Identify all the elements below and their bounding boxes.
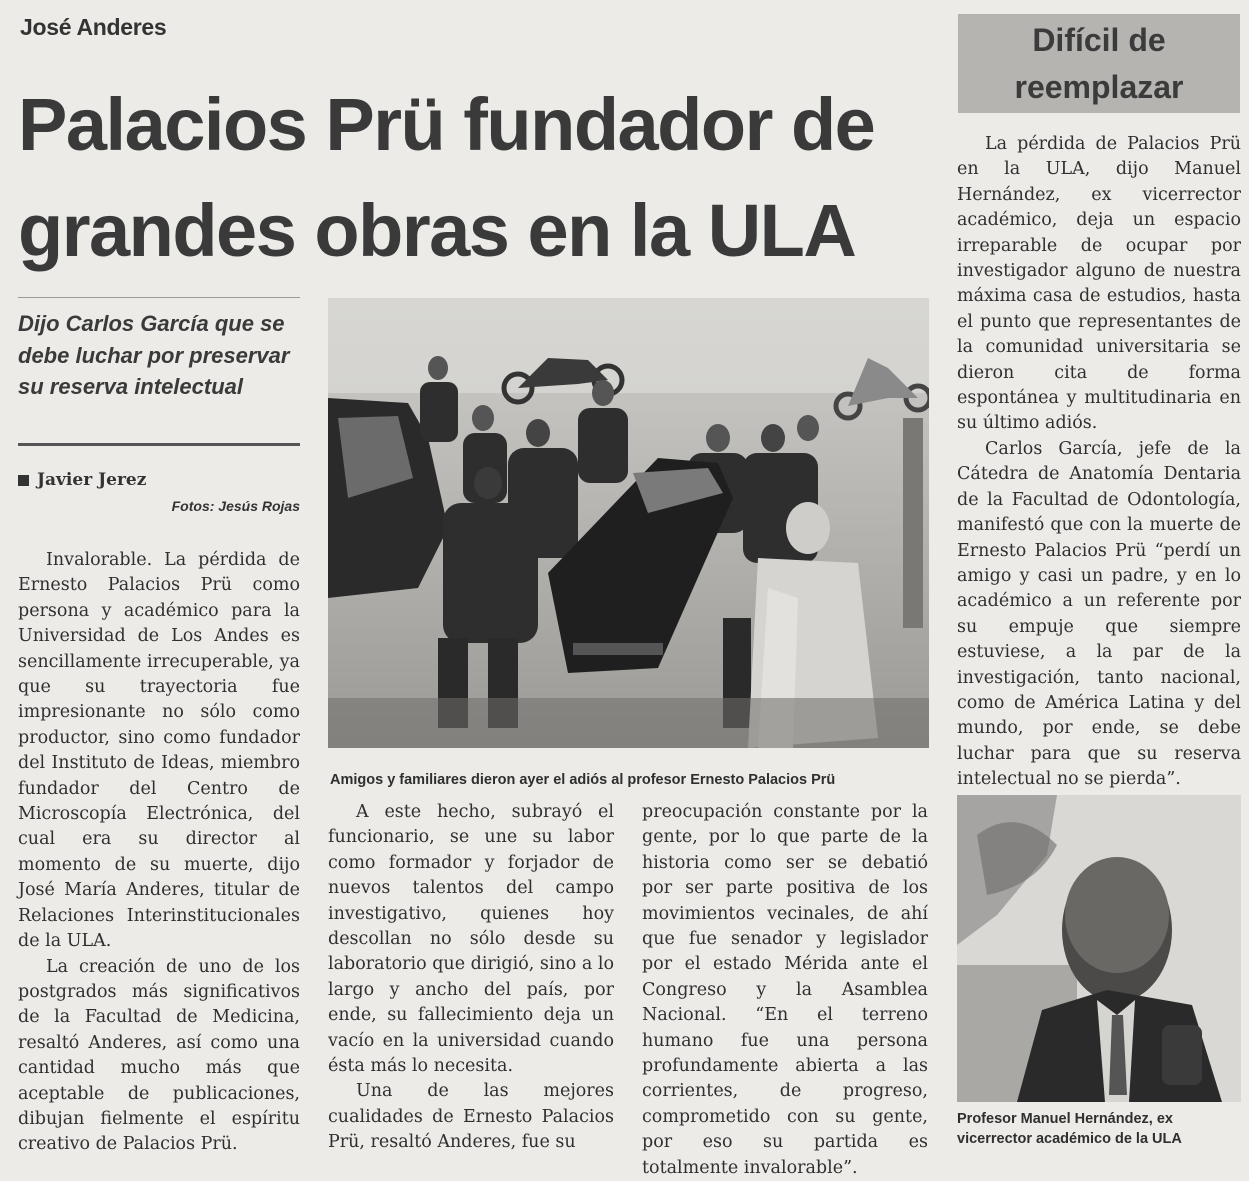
paragraph: preocupación constante por la gente, por lo que parte de la historia como ser se debatió por ser parte positiva de los movimientos vecinales, de ahí que fue senador y legislador por el estado Mérida ante el Congreso y la Asamblea Nacional. “En el terreno humano fue una persona profundamente abierta a las corrientes, de progreso, comprometido con su gente, por eso su partida es totalmente invalorable”. [642, 802, 928, 1178]
paragraph: Invalorable. La pérdida de Ernesto Palacios Prü como persona y académico para la Universidad de Los Andes es sencillamente irrecuperable, ya que su trayectoria fue impresionante no sólo como productor, sino como fundador del Instituto de Ideas, miembro fundador del Centro de Microscopía Electrónica, del cual era su director al momento de su muerte, dijo José María Anderes, titular de Relaciones Interinstitucionales de la ULA. [18, 550, 300, 952]
headline [18, 72, 928, 284]
portrait-image [957, 795, 1241, 1102]
paragraph: La pérdida de Palacios Prü en la ULA, dijo Manuel Hernández, ex vicerrector académico, deja un espacio irreparable de ocupar por investigador alguno de nuestra máxima casa de estudios, hasta el punto que representantes de la comunidad universitaria se dieron cita de forma espontánea y multitudinaria en su último adiós. [957, 134, 1241, 434]
article-column-3 [642, 800, 928, 1181]
sidebar-title-line-1: Difícil de [1032, 21, 1166, 58]
main-photo-caption: Amigos y familiares dieron ayer el adiós al profesor Ernesto Palacios Prü [330, 772, 836, 788]
byline-square-icon [18, 475, 29, 486]
sidebar-title-line-2: reemplazar [1014, 68, 1184, 105]
byline [18, 470, 146, 490]
deck-subheading: Dijo Carlos García que se debe luchar por preservar su reserva intelectual [18, 311, 290, 399]
paragraph: La creación de uno de los postgrados más significativos de la Facultad de Medicina, resaltó Anderes, así como una cantidad mucho más que aceptable de publicaciones, dibujan fielmente el espíritu creativo de Palacios Prü. [18, 956, 300, 1155]
article-column-2 [328, 800, 614, 1156]
paragraph: Carlos García, jefe de la Cátedra de Anatomía Dentaria de la Facultad de Odontología, manifestó que con la muerte de Ernesto Palacios Prü “perdí un amigo y casi un padre, y en lo académico a un referente por su empuje que siempre estuviese, a la par de la investigación, tanto nacional, como de América Latina y del mundo, por ende, se debe luchar para que su reserva intelectual no se pierda”. [957, 438, 1241, 790]
sidebar-title [958, 14, 1240, 113]
main-photo [328, 298, 929, 748]
section-tag: José Anderes [20, 14, 167, 40]
divider-bottom [18, 443, 300, 446]
headline-line-1: Palacios Prü fundador de [18, 83, 875, 166]
funeral-photo-image [328, 298, 929, 748]
sidebar-column [957, 132, 1241, 793]
article-column-1 [18, 548, 300, 1158]
photo-credit: Fotos: Jesús Rojas [171, 498, 300, 514]
portrait-photo [957, 795, 1241, 1102]
byline-author: Javier Jerez [37, 470, 147, 490]
paragraph: Una de las mejores cualidades de Ernesto Palacios Prü, resaltó Anderes, fue su [328, 1081, 614, 1153]
divider-top [18, 297, 300, 298]
headline-line-2: grandes obras en la ULA [18, 189, 856, 272]
paragraph: A este hecho, subrayó el funcionario, se une su labor como formador y forjador de nuevos talentos del campo investigativo, quienes hoy descollan no sólo desde su laboratorio que dirigió, sino a lo largo y ancho del país, por ende, su fallecimiento deja un vacío en la universidad cuando ésta más lo necesita. [328, 802, 614, 1077]
portrait-caption: Profesor Manuel Hernández, ex vicerrector académico de la ULA [957, 1111, 1182, 1147]
